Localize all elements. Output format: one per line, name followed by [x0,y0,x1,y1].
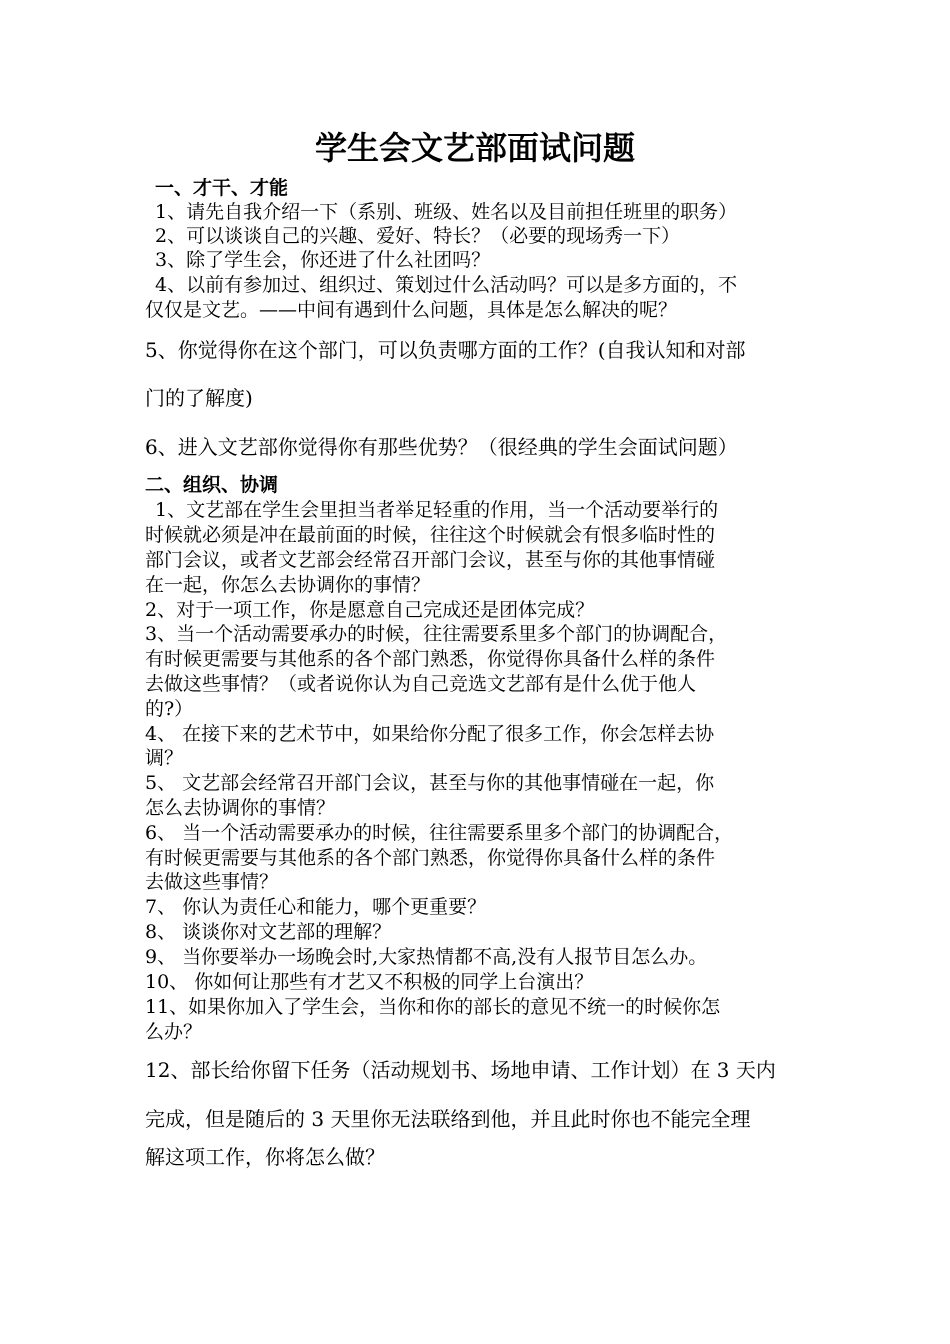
question-line: 12、部长给你留下任务（活动规划书、场地申请、工作计划）在 3 天内 [145,1058,776,1082]
question-line: 3、除了学生会，你还进了什么社团吗？ [155,249,491,271]
question-line: 的?） [145,698,194,720]
question-line: 时候就必须是冲在最前面的时候，往往这个时候就会有恨多临时性的 [145,524,716,546]
question-line: 1、文艺部在学生会里担当者举足轻重的作用，当一个活动要举行的 [155,499,719,521]
question-line: 去做这些事情？（或者说你认为自己竞选文艺部有是什么优于他人 [145,673,697,695]
question-line: 2、对于一项工作，你是愿意自己完成还是团体完成？ [145,599,595,621]
question-line: 调？ [145,747,184,769]
question-line: 门的了解度) [145,386,253,410]
question-line: 2、可以谈谈自己的兴趣、爱好、特长？（必要的现场秀一下） [155,225,681,247]
question-line: 6、 当一个活动需要承办的时候，往往需要系里多个部门的协调配合， [145,822,734,844]
question-line: 4、 在接下来的艺术节中，如果给你分配了很多工作，你会怎样去协 [145,723,715,745]
question-line: 8、 谈谈你对文艺部的理解？ [145,921,392,943]
question-line: 3、当一个活动需要承办的时候，往往需要系里多个部门的协调配合， [145,623,728,645]
question-line: 4、以前有参加过、组织过、策划过什么活动吗？可以是多方面的，不 [155,274,738,296]
question-line: 么办？ [145,1021,203,1043]
question-line: 解这项工作，你将怎么做？ [145,1145,385,1169]
question-line: 去做这些事情？ [145,871,279,893]
question-line: 在一起，你怎么去协调你的事情？ [145,574,431,596]
question-line: 11、如果你加入了学生会，当你和你的部长的意见不统一的时候你怎 [145,996,721,1018]
section-heading-talent: 一、才干、才能 [155,177,289,199]
question-line: 仅仅是文艺。——中间有遇到什么问题，具体是怎么解决的呢？ [145,299,678,321]
question-line: 5、你觉得你在这个部门，可以负责哪方面的工作？(自我认知和对部 [145,338,746,362]
question-line: 部门会议，或者文艺部会经常召开部门会议，甚至与你的其他事情碰 [145,549,716,571]
question-line: 1、请先自我介绍一下（系别、班级、姓名以及目前担任班里的职务） [155,201,738,223]
question-line: 有时候更需要与其他系的各个部门熟悉，你觉得你具备什么样的条件 [145,648,716,670]
question-line: 5、 文艺部会经常召开部门会议，甚至与你的其他事情碰在一起，你 [145,772,715,794]
question-line: 完成，但是随后的 3 天里你无法联络到他，并且此时你也不能完全理 [145,1107,751,1131]
question-line: 有时候更需要与其他系的各个部门熟悉，你觉得你具备什么样的条件 [145,847,716,869]
document-title: 学生会文艺部面试问题 [314,129,635,167]
section-heading-organize: 二、组织、协调 [145,474,279,496]
question-line: 9、 当你要举办一场晚会时,大家热情都不高,没有人报节目怎么办。 [145,946,708,968]
question-line: 10、 你如何让那些有才艺又不积极的同学上台演出？ [145,971,594,993]
question-line: 7、 你认为责任心和能力，哪个更重要？ [145,896,487,918]
question-line: 6、进入文艺部你觉得你有那些优势？（很经典的学生会面试问题） [145,435,738,459]
question-line: 怎么去协调你的事情？ [145,797,336,819]
